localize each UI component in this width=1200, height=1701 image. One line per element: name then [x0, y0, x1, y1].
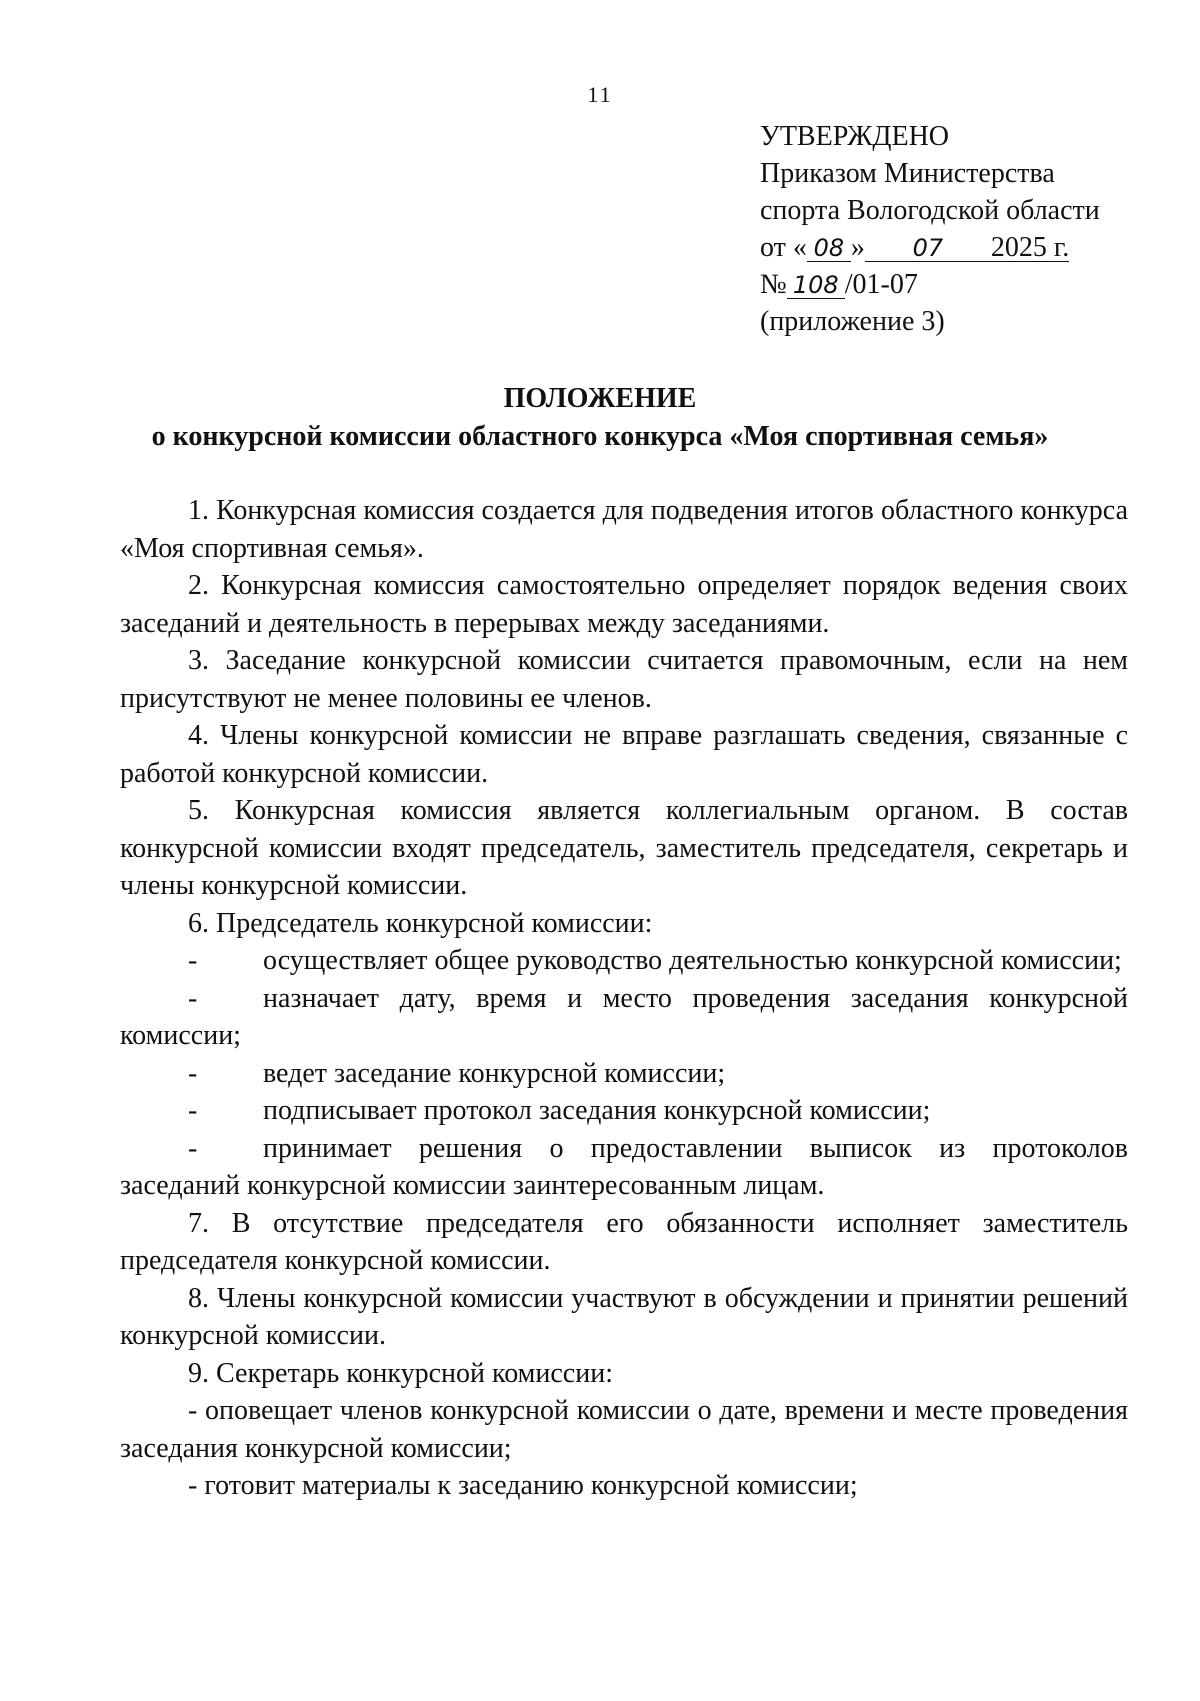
date-year: 2025 г. — [990, 232, 1070, 263]
list-item — [120, 1092, 1128, 1130]
date-month-handwritten: 07 — [865, 235, 991, 262]
page-number: 11 — [587, 82, 613, 107]
number-suffix: /01-07 — [844, 269, 918, 300]
list-item — [120, 1055, 1128, 1093]
list-dash: - — [188, 982, 198, 1014]
number-prefix: № — [760, 269, 787, 300]
document-subtitle: о конкурсной комиссии областного конкурса «Моя спортивная семья» — [151, 421, 1049, 452]
list-item — [120, 942, 1128, 980]
paragraph-9: 9. Секретарь конкурсной комиссии: — [188, 1357, 613, 1389]
date-day-handwritten: 08 — [807, 235, 851, 262]
list-item: - оповещает членов конкурсной комиссии о дате, времени и месте проведения заседания конкурсной комиссии; — [120, 1395, 1128, 1464]
document-body — [120, 492, 1128, 1505]
document-title: ПОЛОЖЕНИЕ — [503, 383, 697, 414]
list-item-text: осуществляет общее руководство деятельностью конкурсной комиссии; — [263, 945, 1122, 976]
document-title-block — [0, 380, 1200, 456]
approval-line-2: спорта Вологодской области — [760, 195, 1100, 226]
paragraph-3: 3. Заседание конкурсной комиссии считается правомочным, если на нем присутствуют не менее половины ее членов. — [120, 645, 1128, 714]
list-dash: - — [188, 1057, 198, 1089]
list-item: - готовит материалы к заседанию конкурсной комиссии; — [188, 1470, 858, 1501]
list-item — [120, 1130, 1128, 1205]
paragraph-2: 2. Конкурсная комиссия самостоятельно определяет порядок ведения своих заседаний и деятельность в перерывах между заседаниями. — [120, 570, 1128, 639]
list-dash: - — [188, 1095, 198, 1126]
number-handwritten: 108 — [787, 272, 845, 299]
approval-number-line — [760, 266, 1160, 303]
approval-stamp-block — [760, 118, 1160, 340]
date-mid: » — [850, 232, 865, 263]
list-dash: - — [188, 1132, 198, 1164]
list-item — [120, 980, 1128, 1055]
list-item-text: ведет заседание конкурсной комиссии; — [263, 1057, 726, 1089]
approval-heading: УТВЕРЖДЕНО — [760, 121, 950, 152]
list-item-text: принимает решения о предоставлении выписок из протоколов заседаний конкурсной комиссии заинтересованным лицам. — [120, 1132, 1128, 1201]
paragraph-8: 8. Члены конкурсной комиссии участвуют в обсуждении и принятии решений конкурсной комиссии. — [120, 1282, 1128, 1351]
paragraph-1: 1. Конкурсная комиссия создается для подведения итогов областного конкурса «Моя спортивная семья». — [120, 495, 1128, 564]
list-item-text: подписывает протокол заседания конкурсной комиссии; — [263, 1095, 931, 1126]
paragraph-6: 6. Председатель конкурсной комиссии: — [188, 907, 653, 939]
approval-line-1: Приказом Министерства — [760, 158, 1055, 189]
approval-appendix: (приложение 3) — [760, 306, 945, 337]
date-prefix: от « — [760, 232, 807, 263]
paragraph-7: 7. В отсутствие председателя его обязанности исполняет заместитель председателя конкурсной комиссии. — [120, 1207, 1128, 1276]
paragraph-5: 5. Конкурсная комиссия является коллегиальным органом. В состав конкурсной комиссии входят председатель, заместитель председателя, секретарь и члены конкурсной комиссии. — [120, 795, 1128, 901]
list-item-text: назначает дату, время и место проведения заседания конкурсной комиссии; — [120, 982, 1128, 1051]
list-dash: - — [188, 945, 198, 976]
approval-date-line — [760, 229, 1160, 266]
paragraph-4: 4. Члены конкурсной комиссии не вправе разглашать сведения, связанные с работой конкурсной комиссии. — [120, 720, 1128, 789]
